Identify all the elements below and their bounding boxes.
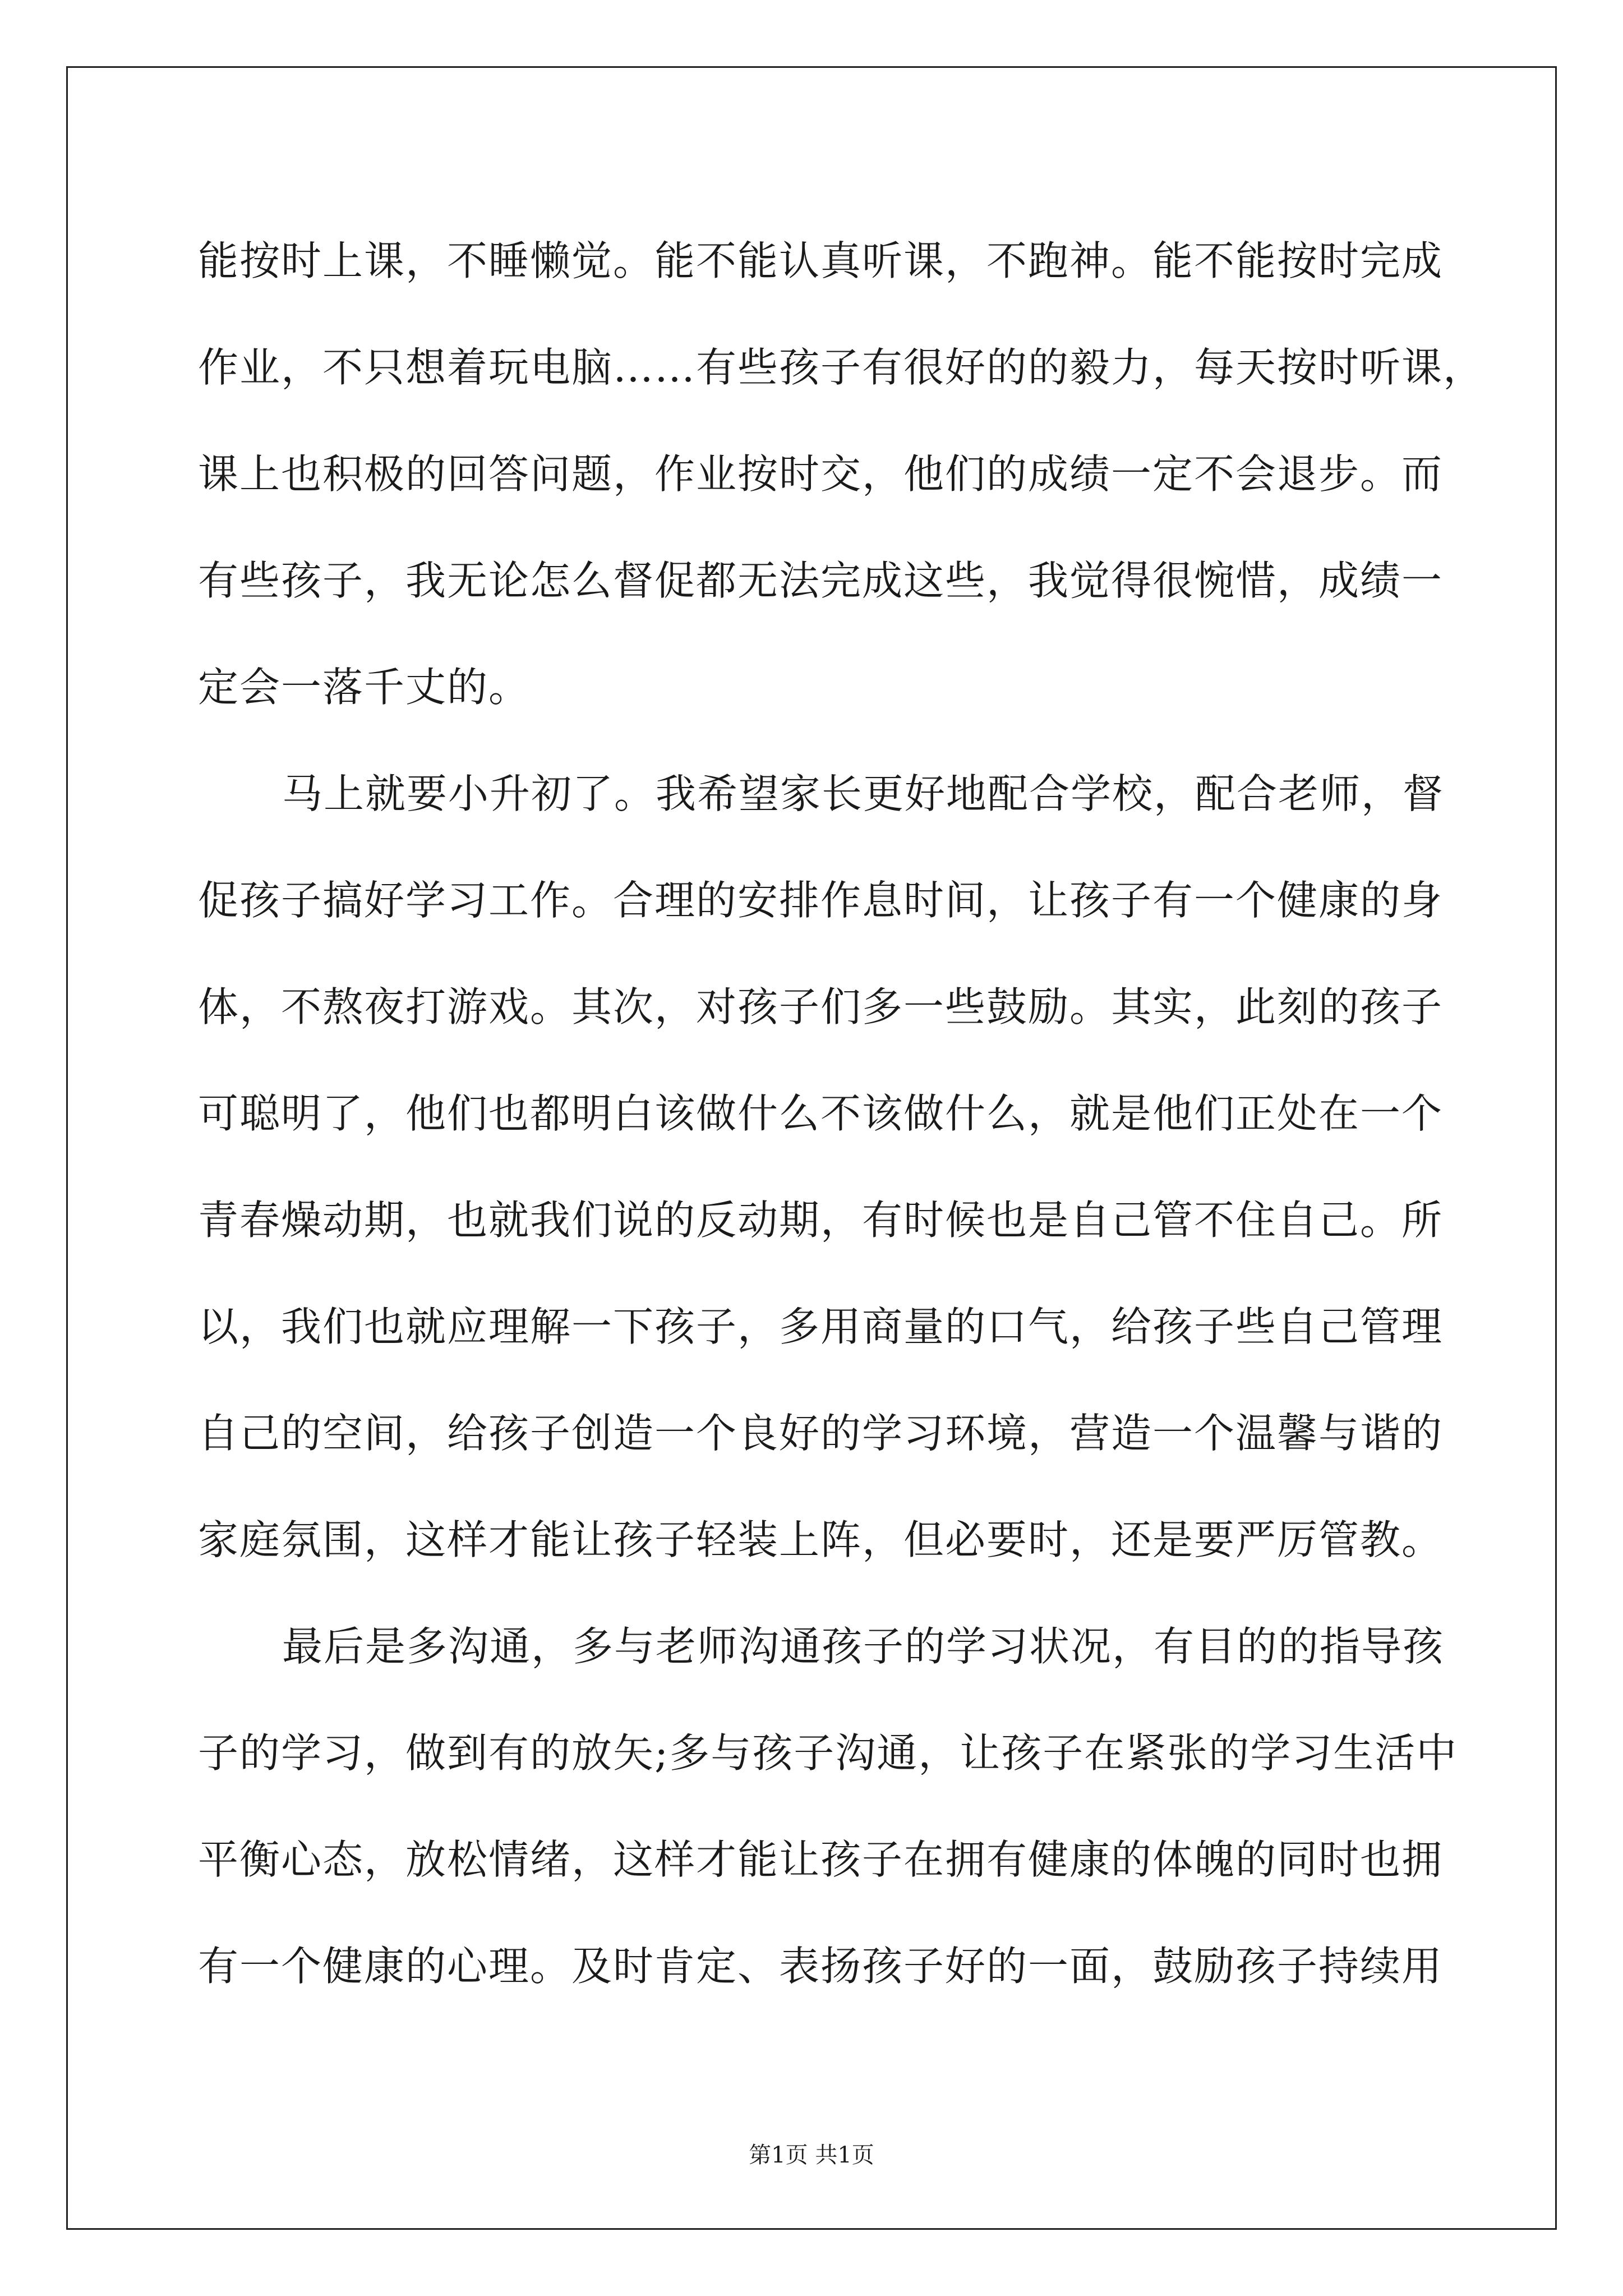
paragraph-3 bbox=[198, 1593, 1458, 2019]
text-line: 平衡心态，放松情绪，这样才能让孩子在拥有健康的体魄的同时也拥 bbox=[198, 1836, 1444, 1883]
text-line: 最后是多沟通，多与老师沟通孩子的学习状况，有目的的指导孩 bbox=[282, 1623, 1445, 1670]
text-line: 青春燥动期，也就我们说的反动期，有时候也是自己管不住自己。所 bbox=[198, 1197, 1444, 1244]
text-line: 有些孩子，我无论怎么督促都无法完成这些，我觉得很惋惜，成绩一 bbox=[198, 557, 1444, 604]
text-line: 子的学习，做到有的放矢;多与孩子沟通，让孩子在紧张的学习生活中 bbox=[198, 1729, 1458, 1777]
text-line: 能按时上课，不睡懒觉。能不能认真听课，不跑神。能不能按时完成 bbox=[198, 237, 1444, 284]
page-footer bbox=[0, 2137, 1623, 2169]
page-number: 第1页 共1页 bbox=[749, 2142, 874, 2168]
text-line: 体，不熬夜打游戏。其次，对孩子们多一些鼓励。其实，此刻的孩子 bbox=[198, 983, 1444, 1030]
text-line: 可聪明了，他们也都明白该做什么不该做什么，就是他们正处在一个 bbox=[198, 1090, 1444, 1137]
text-line: 课上也积极的回答问题，作业按时交，他们的成绩一定不会退步。而 bbox=[198, 450, 1444, 498]
paragraph-1 bbox=[198, 208, 1485, 740]
text-line: 自己的空间，给孩子创造一个良好的学习环境，营造一个温馨与谐的 bbox=[198, 1410, 1444, 1457]
text-line: 家庭氛围，这样才能让孩子轻装上阵，但必要时，还是要严厉管教。 bbox=[198, 1516, 1444, 1563]
text-line: 促孩子搞好学习工作。合理的安排作息时间，让孩子有一个健康的身 bbox=[198, 877, 1444, 924]
text-line: 作业，不只想着玩电脑……有些孩子有很好的的毅力，每天按时听课， bbox=[198, 344, 1485, 391]
document-body bbox=[198, 208, 1485, 2019]
text-line: 马上就要小升初了。我希望家长更好地配合学校，配合老师，督 bbox=[282, 770, 1445, 817]
paragraph-2 bbox=[198, 740, 1445, 1593]
text-line: 定会一落千丈的。 bbox=[198, 664, 531, 711]
text-line: 有一个健康的心理。及时肯定、表扬孩子好的一面，鼓励孩子持续用 bbox=[198, 1943, 1444, 1990]
text-line: 以，我们也就应理解一下孩子，多用商量的口气，给孩子些自己管理 bbox=[198, 1303, 1444, 1350]
